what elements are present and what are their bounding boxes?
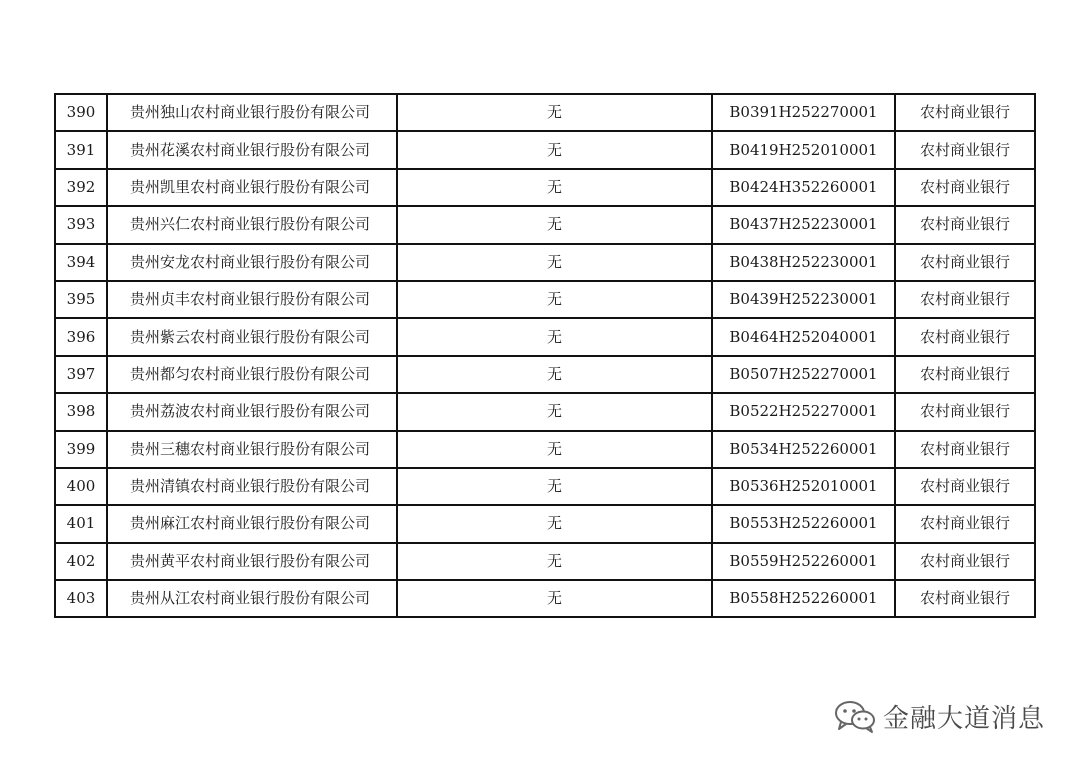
table-row <box>55 356 1035 393</box>
institution-type-cell: 农村商业银行 <box>895 318 1035 355</box>
row-number-cell: 399 <box>55 431 107 468</box>
former-name-cell: 无 <box>397 244 712 281</box>
license-code-cell: B0424H352260001 <box>712 169 895 206</box>
wechat-icon <box>833 698 877 734</box>
former-name-cell: 无 <box>397 393 712 430</box>
former-name-cell: 无 <box>397 580 712 617</box>
institution-name-cell: 贵州独山农村商业银行股份有限公司 <box>107 94 397 131</box>
institution-type-cell: 农村商业银行 <box>895 281 1035 318</box>
institution-type-cell: 农村商业银行 <box>895 431 1035 468</box>
license-code-cell: B0419H252010001 <box>712 131 895 168</box>
license-code-cell: B0536H252010001 <box>712 468 895 505</box>
former-name-cell: 无 <box>397 318 712 355</box>
table-row <box>55 580 1035 617</box>
institution-name-cell: 贵州都匀农村商业银行股份有限公司 <box>107 356 397 393</box>
institution-name-cell: 贵州清镇农村商业银行股份有限公司 <box>107 468 397 505</box>
row-number-cell: 402 <box>55 543 107 580</box>
table-row <box>55 468 1035 505</box>
table-body <box>55 94 1035 617</box>
row-number-cell: 392 <box>55 169 107 206</box>
license-code-cell: B0558H252260001 <box>712 580 895 617</box>
table-row <box>55 169 1035 206</box>
table-row <box>55 131 1035 168</box>
former-name-cell: 无 <box>397 431 712 468</box>
row-number-cell: 398 <box>55 393 107 430</box>
license-code-cell: B0391H252270001 <box>712 94 895 131</box>
former-name-cell: 无 <box>397 131 712 168</box>
license-code-cell: B0439H252230001 <box>712 281 895 318</box>
row-number-cell: 396 <box>55 318 107 355</box>
former-name-cell: 无 <box>397 169 712 206</box>
former-name-cell: 无 <box>397 94 712 131</box>
table-row <box>55 318 1035 355</box>
table-row <box>55 244 1035 281</box>
table-row <box>55 543 1035 580</box>
former-name-cell: 无 <box>397 543 712 580</box>
institution-table <box>54 93 1036 618</box>
table-row <box>55 206 1035 243</box>
watermark <box>833 696 1045 736</box>
institution-name-cell: 贵州兴仁农村商业银行股份有限公司 <box>107 206 397 243</box>
institution-type-cell: 农村商业银行 <box>895 543 1035 580</box>
row-number-cell: 400 <box>55 468 107 505</box>
license-code-cell: B0438H252230001 <box>712 244 895 281</box>
license-code-cell: B0522H252270001 <box>712 393 895 430</box>
institution-name-cell: 贵州花溪农村商业银行股份有限公司 <box>107 131 397 168</box>
row-number-cell: 397 <box>55 356 107 393</box>
row-number-cell: 401 <box>55 505 107 542</box>
row-number-cell: 403 <box>55 580 107 617</box>
institution-type-cell: 农村商业银行 <box>895 94 1035 131</box>
institution-name-cell: 贵州麻江农村商业银行股份有限公司 <box>107 505 397 542</box>
license-code-cell: B0464H252040001 <box>712 318 895 355</box>
row-number-cell: 393 <box>55 206 107 243</box>
institution-type-cell: 农村商业银行 <box>895 468 1035 505</box>
institution-type-cell: 农村商业银行 <box>895 169 1035 206</box>
institution-type-cell: 农村商业银行 <box>895 393 1035 430</box>
row-number-cell: 394 <box>55 244 107 281</box>
institution-name-cell: 贵州三穗农村商业银行股份有限公司 <box>107 431 397 468</box>
license-code-cell: B0534H252260001 <box>712 431 895 468</box>
row-number-cell: 391 <box>55 131 107 168</box>
table-row <box>55 281 1035 318</box>
former-name-cell: 无 <box>397 356 712 393</box>
institution-type-cell: 农村商业银行 <box>895 356 1035 393</box>
former-name-cell: 无 <box>397 468 712 505</box>
institution-type-cell: 农村商业银行 <box>895 131 1035 168</box>
license-code-cell: B0507H252270001 <box>712 356 895 393</box>
row-number-cell: 395 <box>55 281 107 318</box>
watermark-text: 金融大道消息 <box>883 703 1046 734</box>
former-name-cell: 无 <box>397 206 712 243</box>
table-row <box>55 94 1035 131</box>
institution-type-cell: 农村商业银行 <box>895 580 1035 617</box>
table-row <box>55 505 1035 542</box>
license-code-cell: B0437H252230001 <box>712 206 895 243</box>
license-code-cell: B0559H252260001 <box>712 543 895 580</box>
license-code-cell: B0553H252260001 <box>712 505 895 542</box>
institution-name-cell: 贵州贞丰农村商业银行股份有限公司 <box>107 281 397 318</box>
institution-name-cell: 贵州黄平农村商业银行股份有限公司 <box>107 543 397 580</box>
institution-type-cell: 农村商业银行 <box>895 244 1035 281</box>
institution-type-cell: 农村商业银行 <box>895 505 1035 542</box>
institution-type-cell: 农村商业银行 <box>895 206 1035 243</box>
institution-name-cell: 贵州凯里农村商业银行股份有限公司 <box>107 169 397 206</box>
institution-name-cell: 贵州荔波农村商业银行股份有限公司 <box>107 393 397 430</box>
institution-name-cell: 贵州安龙农村商业银行股份有限公司 <box>107 244 397 281</box>
table-row <box>55 431 1035 468</box>
table-row <box>55 393 1035 430</box>
institution-name-cell: 贵州紫云农村商业银行股份有限公司 <box>107 318 397 355</box>
row-number-cell: 390 <box>55 94 107 131</box>
institution-name-cell: 贵州从江农村商业银行股份有限公司 <box>107 580 397 617</box>
former-name-cell: 无 <box>397 505 712 542</box>
former-name-cell: 无 <box>397 281 712 318</box>
